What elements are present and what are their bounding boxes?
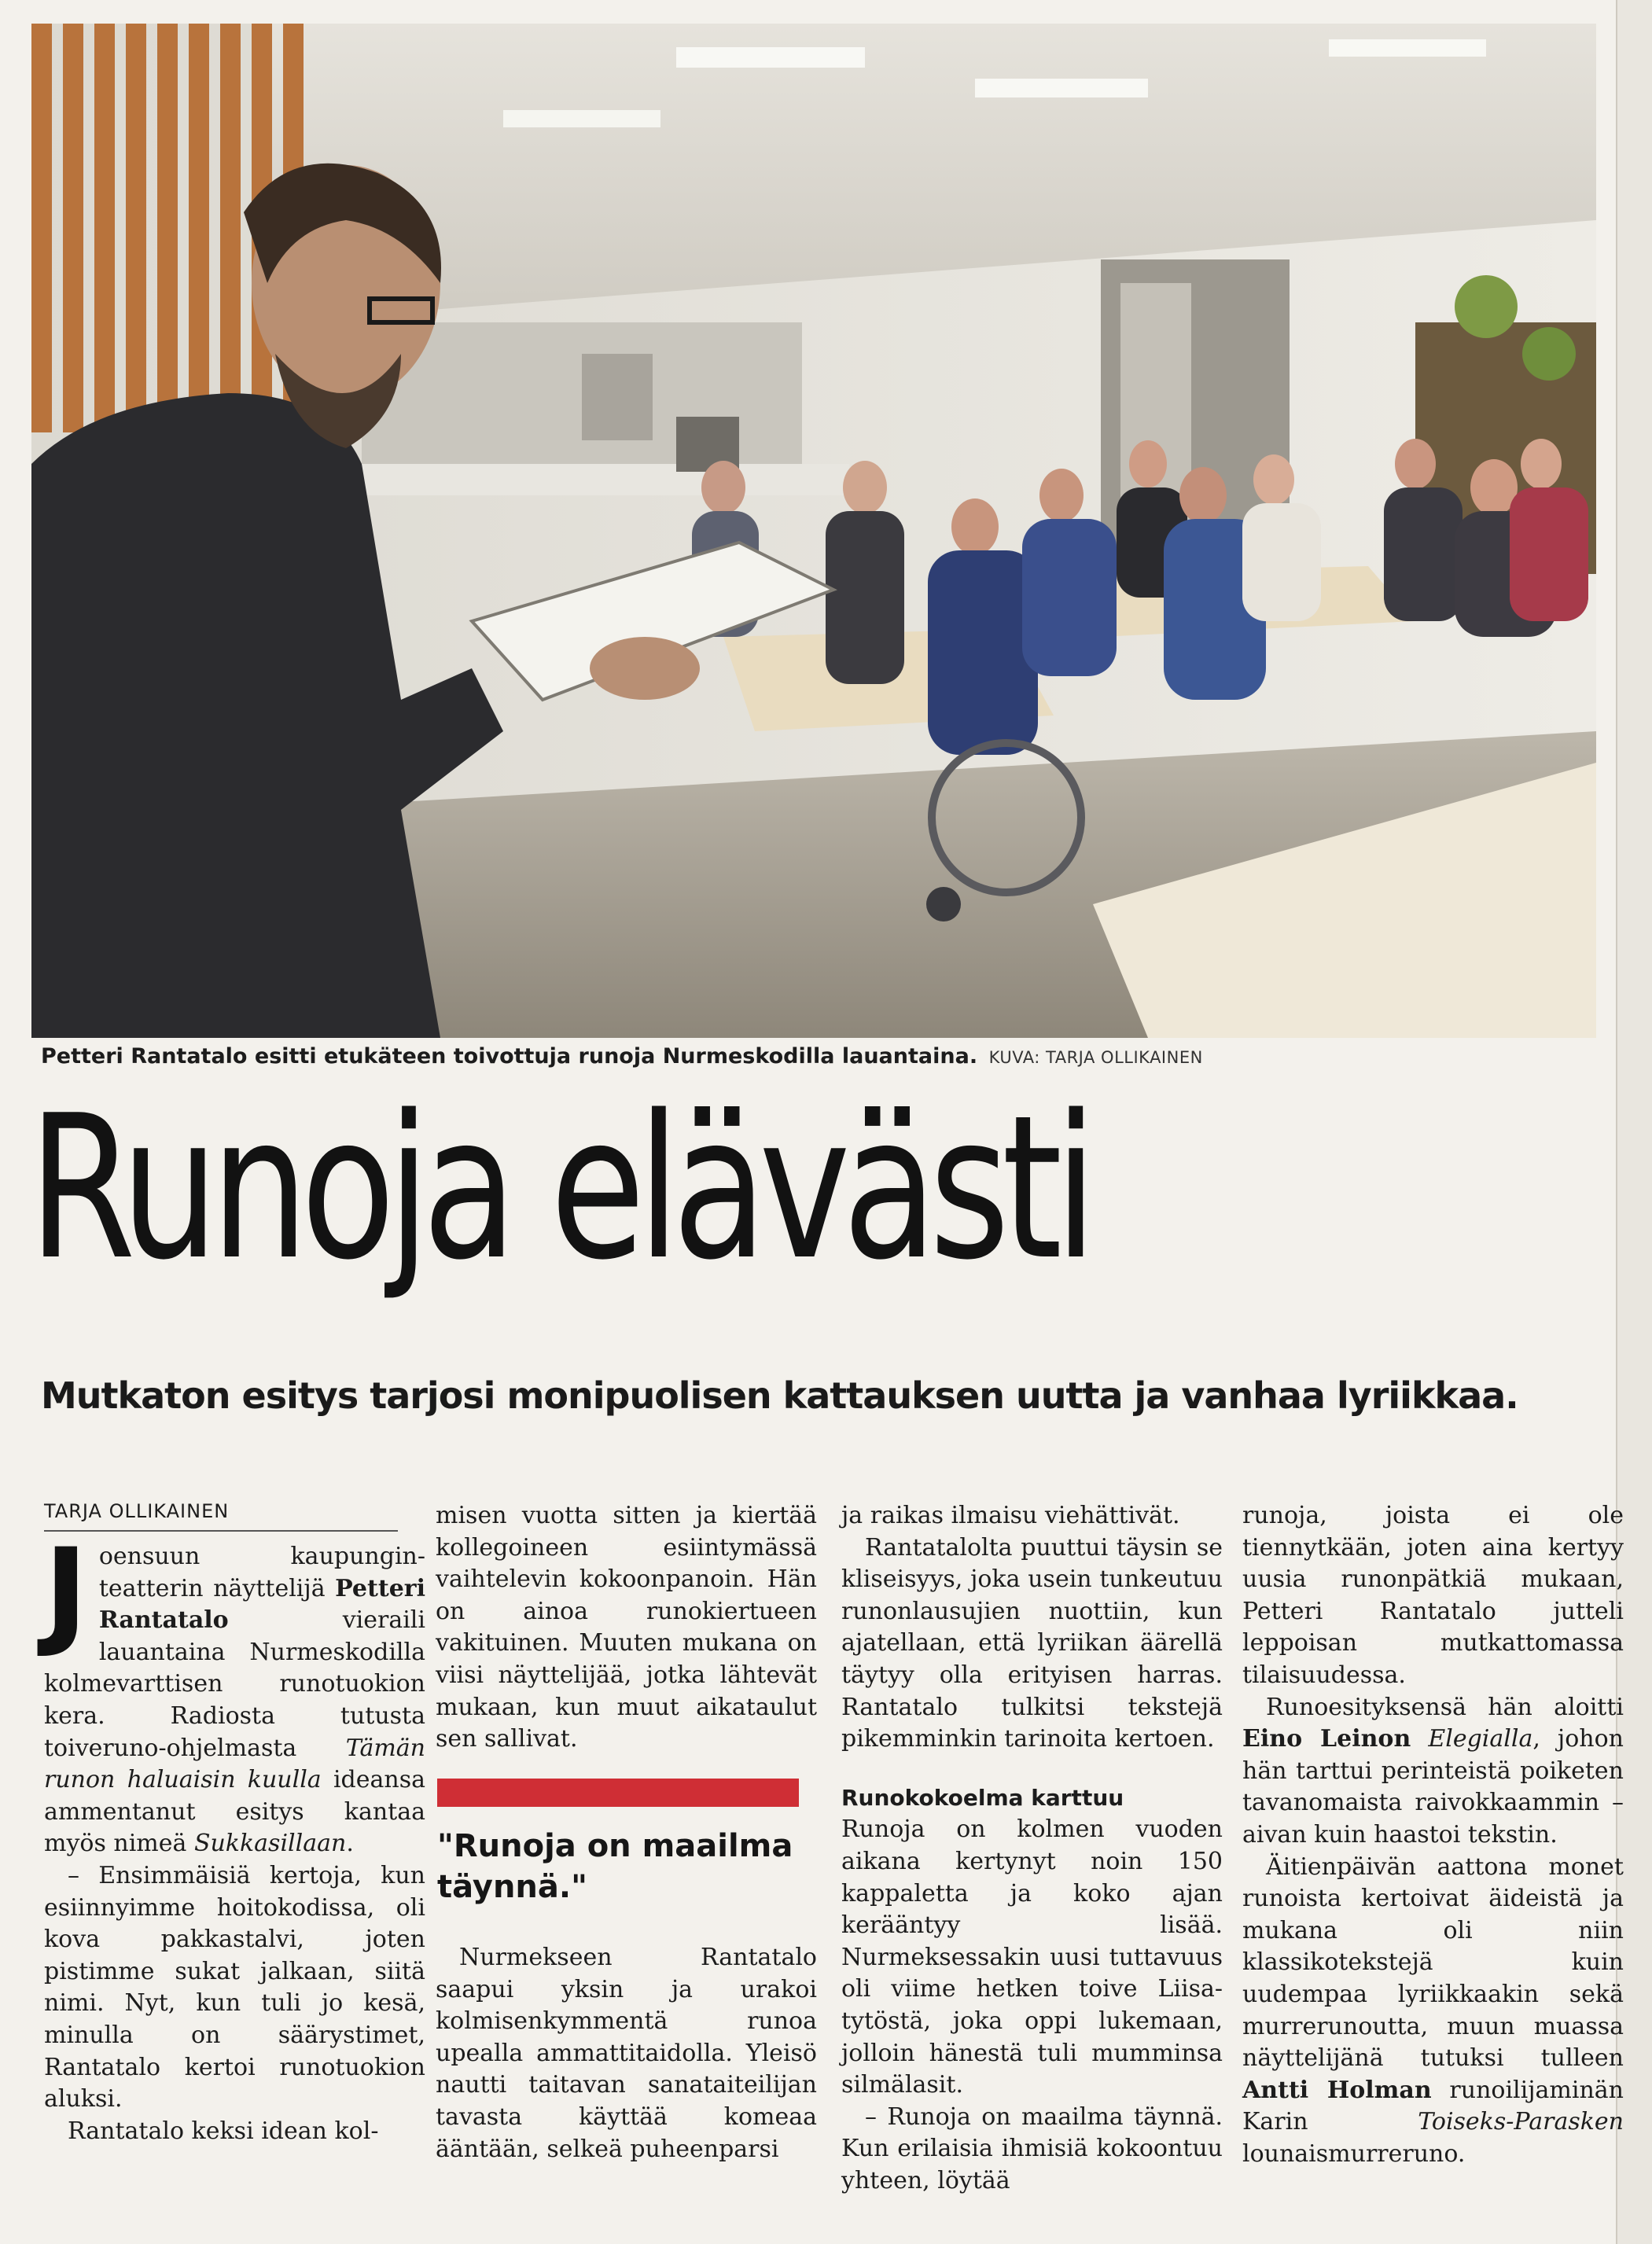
subheadline: Mutkaton esitys tarjosi monipuolisen kattauksen uutta ja vanhaa lyriikkaa. bbox=[41, 1374, 1518, 1417]
text-run: Äitienpäivän aattona monet runoista kertoivat äideistä ja mukana oli niin klassikotekstejä kuin uudempaa lyriikkaakin sekä murrerunoutta, muun muassa näyttelijänä tutuksi tulleen bbox=[1242, 1852, 1624, 2073]
article-column-4 bbox=[1242, 1500, 1624, 2170]
paragraph bbox=[1242, 1692, 1624, 1852]
article-column-3 bbox=[841, 1500, 1223, 2197]
show-title: Sukkasillaan bbox=[193, 1830, 347, 1858]
person-name: Antti Holman bbox=[1242, 2076, 1432, 2104]
paragraph: runoja, joista ei ole tiennytkään, joten aina kertyy uusia runonpätkiä mukaan, Petteri Rantatalo jutteli leppoisan mutkattomassa tilaisuudessa. bbox=[1242, 1502, 1624, 1689]
person-name: Petteri Rantatalo bbox=[98, 1574, 425, 1635]
caption-text: Petteri Rantatalo esitti etukäteen toivottuja runoja Nurmeskodilla lauantaina. bbox=[41, 1044, 978, 1069]
paragraph: Nurmekseen Rantatalo saapui yksin ja urakoi kolmisenkymmentä runoa upealla ammattitaidolla. Yleisö nautti taitavan sanataiteilijan tavasta käyttää komeaa ääntään, selkeä puheenparsi bbox=[436, 1944, 817, 2163]
paragraph: – Ensimmäisiä kertoja, kun esiinnyimme hoitokodissa, oli kova pakkastalvi, joten pistimme sukat jalkaan, siitä nimi. Nyt, kun tuli jo kesä, minulla on säärystimet, Rantatalo kertoi runotuokion aluksi. bbox=[44, 1861, 425, 2113]
poem-title: Elegialla bbox=[1428, 1725, 1533, 1753]
photo-caption bbox=[41, 1044, 1606, 1069]
paragraph: misen vuotta sitten ja kiertää kollegoineen esiintymässä vaihtelevin kokoonpanoin. Hän on ainoa runokiertueen vakituinen. Muuten mukana on viisi näyttelijää, jotka lähtevät mukaan, kun muut aikataulut sen sallivat. bbox=[436, 1502, 817, 1753]
paragraph: Rantatalo keksi idean kol- bbox=[68, 2117, 379, 2145]
person-name: Eino Leinon bbox=[1242, 1725, 1411, 1753]
program-title: Tämän runon haluaisin kuulla bbox=[44, 1734, 425, 1794]
paragraph: Rantatalolta puuttui täysin se kliseisyys, joka usein tunkeutuu runonlausujien nuottiin, kun ajatellaan, että lyriikan äärellä täytyy olla erityisen harras. Rantatalo tulkitsi tekstejä pikemminkin tarinoita kertoen. bbox=[841, 1533, 1223, 1753]
paragraph: Runoja on kolmen vuoden aikana kertynyt noin 150 kappaletta ja koko ajan kerääntyy lisää. Nurmeksessakin uusi tuttavuus oli viime hetken toive Liisa-tytöstä, joka oppi lukemaan, jolloin hänestä tuli mumminsa silmälasit. bbox=[841, 1815, 1223, 2099]
text-run: , johon hän tarttui perinteistä poiketen tavanomaista raivokkaammin – aivan kuin haastoi tekstin. bbox=[1242, 1725, 1624, 1849]
text-run: runoilijaminän Karin bbox=[1242, 2076, 1624, 2136]
article-photo bbox=[31, 24, 1596, 1038]
paragraph bbox=[44, 1524, 426, 1860]
article-column-2-continued bbox=[436, 1942, 817, 2165]
text-run: oensuun kaupungin-teatterin näyttelijä bbox=[98, 1543, 425, 1602]
text-run: . bbox=[346, 1830, 354, 1858]
text-run: lounaismurreruno. bbox=[1242, 2139, 1466, 2168]
article-column-1 bbox=[44, 1524, 426, 2147]
pullquote-bar bbox=[437, 1779, 799, 1807]
paragraph: – Runoja on maailma täynnä. Kun erilaisia ihmisiä kokoontuu yhteen, löytää bbox=[841, 2102, 1223, 2194]
byline: TARJA OLLIKAINEN bbox=[44, 1500, 398, 1532]
text-run bbox=[1411, 1725, 1428, 1753]
text-run: Runoesityksensä hän aloitti bbox=[1266, 1693, 1624, 1721]
section-subhead: Runokokoelma karttuu bbox=[841, 1784, 1124, 1811]
poem-title: Toiseks-Parasken bbox=[1418, 2108, 1624, 2136]
paragraph: ja raikas ilmaisu viehättivät. bbox=[841, 1502, 1180, 1529]
article-column-2 bbox=[436, 1500, 817, 1756]
photo-credit: KUVA: TARJA OLLIKAINEN bbox=[988, 1048, 1203, 1067]
pullquote: "Runoja on maailma täynnä." bbox=[437, 1828, 793, 1905]
paragraph bbox=[1242, 1852, 1624, 2171]
spacer bbox=[841, 1756, 1223, 1782]
headline: Runoja elävästi bbox=[28, 1073, 1090, 1304]
text-run: ideansa ammentanut esitys kantaa myös nimeä bbox=[44, 1766, 426, 1858]
text-run: vieraili lauantaina Nurmeskodilla kolmevarttisen runotuokion kera. Radiosta tutusta toiveruno-ohjelmasta bbox=[44, 1606, 425, 1762]
dropcap: J bbox=[44, 1524, 88, 1661]
photo-illustration bbox=[31, 24, 1596, 1038]
